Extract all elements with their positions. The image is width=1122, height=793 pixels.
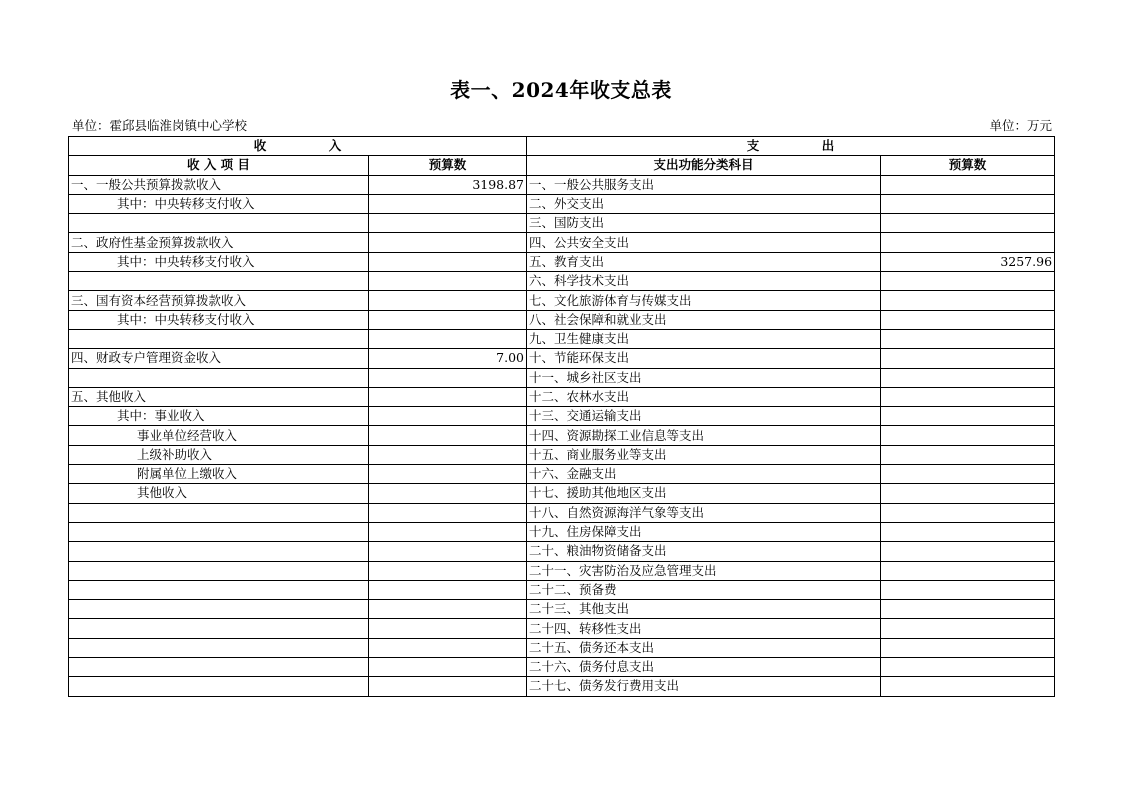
- expense-amount-cell: [881, 658, 1055, 677]
- income-amount-cell: [369, 619, 527, 638]
- expense-item-cell: 二十七、债务发行费用支出: [527, 677, 881, 696]
- income-amount-cell: [369, 600, 527, 619]
- expense-item-cell: 二十、粮油物资储备支出: [527, 542, 881, 561]
- expense-amount-cell: [881, 619, 1055, 638]
- expense-item-cell: 十三、交通运输支出: [527, 407, 881, 426]
- table-row: [69, 368, 1055, 387]
- income-item-cell: [69, 214, 369, 233]
- expense-amount-cell: [881, 329, 1055, 348]
- income-item-cell: [69, 561, 369, 580]
- expense-amount-header: 预算数: [881, 156, 1055, 175]
- income-amount-cell: [369, 503, 527, 522]
- income-amount-cell: [369, 387, 527, 406]
- income-item-header: 收 入 项 目: [69, 156, 369, 175]
- income-amount-cell: [369, 329, 527, 348]
- expense-amount-cell: [881, 580, 1055, 599]
- income-amount-cell: [369, 638, 527, 657]
- income-item-cell: [69, 522, 369, 541]
- expense-amount-cell: [881, 272, 1055, 291]
- income-item-cell: 事业单位经营收入: [69, 426, 369, 445]
- table-row: [69, 272, 1055, 291]
- table-row: [69, 522, 1055, 541]
- income-amount-cell: [369, 233, 527, 252]
- table-row: [69, 426, 1055, 445]
- table-row: [69, 329, 1055, 348]
- income-amount-cell: [369, 291, 527, 310]
- table-row: [69, 214, 1055, 233]
- expense-item-cell: 八、社会保障和就业支出: [527, 310, 881, 329]
- table-row: [69, 542, 1055, 561]
- unit-organization: 单位：霍邱县临淮岗镇中心学校: [72, 118, 248, 133]
- income-amount-cell: [369, 465, 527, 484]
- income-item-cell: 四、财政专户管理资金收入: [69, 349, 369, 368]
- page-title: 表一、2024年收支总表: [450, 78, 672, 102]
- table-row: [69, 310, 1055, 329]
- expense-item-header: 支出功能分类科目: [527, 156, 881, 175]
- income-item-cell: [69, 503, 369, 522]
- header-row-groups: [69, 137, 1055, 156]
- expense-amount-cell: [881, 426, 1055, 445]
- expense-amount-cell: [881, 214, 1055, 233]
- table-body: [69, 137, 1055, 697]
- expense-group-header: 支 出: [527, 137, 1055, 156]
- expense-amount-cell: [881, 600, 1055, 619]
- table-row: [69, 503, 1055, 522]
- expense-amount-cell: 3257.96: [881, 252, 1055, 271]
- income-item-cell: 附属单位上缴收入: [69, 465, 369, 484]
- income-item-cell: 其中：中央转移支付收入: [69, 310, 369, 329]
- expense-item-cell: 二十六、债务付息支出: [527, 658, 881, 677]
- expense-amount-cell: [881, 368, 1055, 387]
- table-row: [69, 252, 1055, 271]
- expense-item-cell: 十八、自然资源海洋气象等支出: [527, 503, 881, 522]
- table-row: [69, 387, 1055, 406]
- income-item-cell: [69, 368, 369, 387]
- income-amount-cell: [369, 484, 527, 503]
- expense-item-cell: 四、公共安全支出: [527, 233, 881, 252]
- income-amount-header: 预算数: [369, 156, 527, 175]
- table-row: [69, 407, 1055, 426]
- table-row: [69, 233, 1055, 252]
- expense-item-cell: 二十一、灾害防治及应急管理支出: [527, 561, 881, 580]
- expense-amount-cell: [881, 677, 1055, 696]
- income-amount-cell: [369, 445, 527, 464]
- income-amount-cell: [369, 214, 527, 233]
- income-item-cell: 其中：事业收入: [69, 407, 369, 426]
- budget-summary-table: [68, 136, 1055, 697]
- income-amount-cell: [369, 194, 527, 213]
- income-group-header: 收 入: [69, 137, 527, 156]
- income-amount-cell: [369, 522, 527, 541]
- income-item-cell: [69, 677, 369, 696]
- table-row: [69, 465, 1055, 484]
- income-amount-cell: [369, 310, 527, 329]
- expense-item-cell: 五、教育支出: [527, 252, 881, 271]
- expense-amount-cell: [881, 542, 1055, 561]
- expense-item-cell: 二十五、债务还本支出: [527, 638, 881, 657]
- income-item-cell: [69, 638, 369, 657]
- expense-amount-cell: [881, 233, 1055, 252]
- table-row: [69, 484, 1055, 503]
- income-amount-cell: [369, 542, 527, 561]
- income-amount-cell: [369, 658, 527, 677]
- income-item-cell: 五、其他收入: [69, 387, 369, 406]
- expense-item-cell: 九、卫生健康支出: [527, 329, 881, 348]
- table-row: [69, 194, 1055, 213]
- expense-amount-cell: [881, 503, 1055, 522]
- expense-amount-cell: [881, 194, 1055, 213]
- income-item-cell: [69, 600, 369, 619]
- income-item-cell: 其中：中央转移支付收入: [69, 252, 369, 271]
- income-amount-cell: [369, 407, 527, 426]
- table-row: [69, 600, 1055, 619]
- income-item-cell: 二、政府性基金预算拨款收入: [69, 233, 369, 252]
- table-row: [69, 638, 1055, 657]
- expense-item-cell: 十九、住房保障支出: [527, 522, 881, 541]
- income-item-cell: [69, 329, 369, 348]
- expense-item-cell: 十、节能环保支出: [527, 349, 881, 368]
- expense-item-cell: 二十四、转移性支出: [527, 619, 881, 638]
- income-amount-cell: [369, 561, 527, 580]
- income-item-cell: 上级补助收入: [69, 445, 369, 464]
- expense-item-cell: 十五、商业服务业等支出: [527, 445, 881, 464]
- income-amount-cell: [369, 252, 527, 271]
- table-row: [69, 291, 1055, 310]
- table-row: [69, 658, 1055, 677]
- expense-item-cell: 十一、城乡社区支出: [527, 368, 881, 387]
- table-row: [69, 677, 1055, 696]
- income-item-cell: 其中：中央转移支付收入: [69, 194, 369, 213]
- income-item-cell: [69, 272, 369, 291]
- income-item-cell: 其他收入: [69, 484, 369, 503]
- income-amount-cell: [369, 580, 527, 599]
- income-item-cell: [69, 619, 369, 638]
- expense-amount-cell: [881, 310, 1055, 329]
- expense-amount-cell: [881, 387, 1055, 406]
- income-item-cell: [69, 580, 369, 599]
- expense-item-cell: 十四、资源勘探工业信息等支出: [527, 426, 881, 445]
- expense-amount-cell: [881, 175, 1055, 194]
- expense-item-cell: 二十三、其他支出: [527, 600, 881, 619]
- expense-amount-cell: [881, 349, 1055, 368]
- expense-item-cell: 十二、农林水支出: [527, 387, 881, 406]
- income-amount-cell: [369, 368, 527, 387]
- expense-item-cell: 二十二、预备费: [527, 580, 881, 599]
- expense-amount-cell: [881, 291, 1055, 310]
- income-amount-cell: [369, 677, 527, 696]
- income-amount-cell: [369, 272, 527, 291]
- table-row: [69, 561, 1055, 580]
- expense-amount-cell: [881, 484, 1055, 503]
- expense-amount-cell: [881, 561, 1055, 580]
- table-row: [69, 580, 1055, 599]
- expense-item-cell: 三、国防支出: [527, 214, 881, 233]
- table-row: [69, 349, 1055, 368]
- header-row-columns: [69, 156, 1055, 175]
- table-row: [69, 175, 1055, 194]
- expense-amount-cell: [881, 522, 1055, 541]
- expense-amount-cell: [881, 638, 1055, 657]
- expense-item-cell: 七、文化旅游体育与传媒支出: [527, 291, 881, 310]
- expense-item-cell: 六、科学技术支出: [527, 272, 881, 291]
- expense-amount-cell: [881, 465, 1055, 484]
- unit-currency: 单位：万元: [989, 118, 1052, 133]
- expense-item-cell: 二、外交支出: [527, 194, 881, 213]
- expense-item-cell: 十六、金融支出: [527, 465, 881, 484]
- expense-amount-cell: [881, 445, 1055, 464]
- expense-item-cell: 十七、援助其他地区支出: [527, 484, 881, 503]
- table-row: [69, 445, 1055, 464]
- table-row: [69, 619, 1055, 638]
- income-amount-cell: [369, 426, 527, 445]
- income-item-cell: 三、国有资本经营预算拨款收入: [69, 291, 369, 310]
- income-amount-cell: 7.00: [369, 349, 527, 368]
- expense-amount-cell: [881, 407, 1055, 426]
- income-item-cell: [69, 658, 369, 677]
- income-item-cell: 一、一般公共预算拨款收入: [69, 175, 369, 194]
- income-item-cell: [69, 542, 369, 561]
- income-amount-cell: 3198.87: [369, 175, 527, 194]
- expense-item-cell: 一、一般公共服务支出: [527, 175, 881, 194]
